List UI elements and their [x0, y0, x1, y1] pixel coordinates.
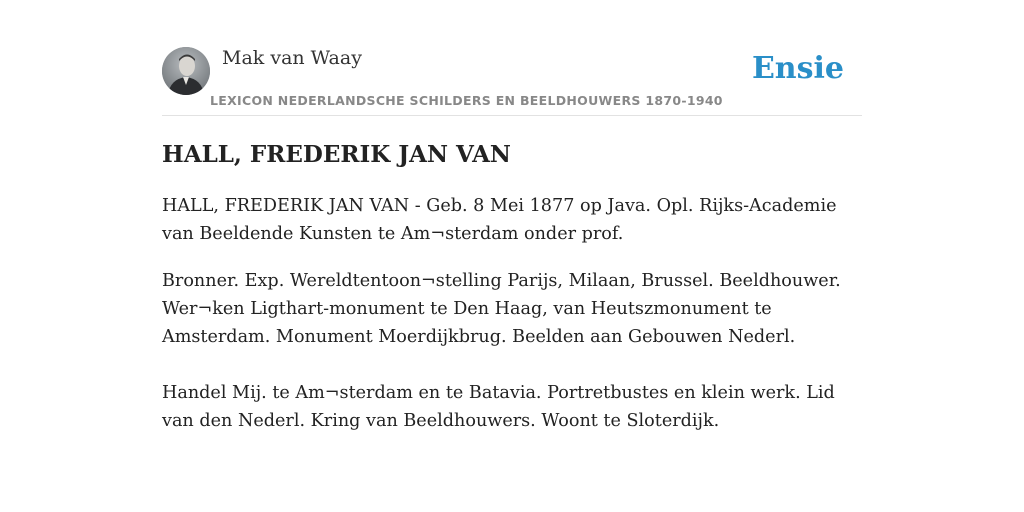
author-name[interactable]: Mak van Waay	[222, 47, 362, 69]
lexicon-subtitle[interactable]: LEXICON NEDERLANDSCHE SCHILDERS EN BEELDHOUWERS 1870-1940	[210, 93, 723, 108]
article-paragraph: Bronner. Exp. Wereldtentoon¬stelling Parijs, Milaan, Brussel. Beeldhouwer. Wer¬ken Ligthart-monument te Den Haag, van Heutszmonument te Amsterdam. Monument Moerdijkbrug. Beelden aan Gebouwen Nederl.	[162, 271, 841, 347]
brand-logo[interactable]: Ensie	[751, 51, 844, 86]
page-container	[162, 0, 862, 512]
article-paragraph: Handel Mij. te Am¬sterdam en te Batavia. Portretbustes en klein werk. Lid van den Nederl. Kring van Beeldhouwers. Woont te Sloterdijk.	[162, 383, 835, 431]
page-title: HALL, FREDERIK JAN VAN	[162, 141, 511, 168]
avatar[interactable]	[162, 47, 210, 95]
header	[162, 0, 862, 116]
author-portrait-icon	[162, 47, 210, 95]
article-paragraph: HALL, FREDERIK JAN VAN - Geb. 8 Mei 1877 op Java. Opl. Rijks-Academie van Beeldende Kunsten te Am¬sterdam onder prof.	[162, 196, 837, 244]
